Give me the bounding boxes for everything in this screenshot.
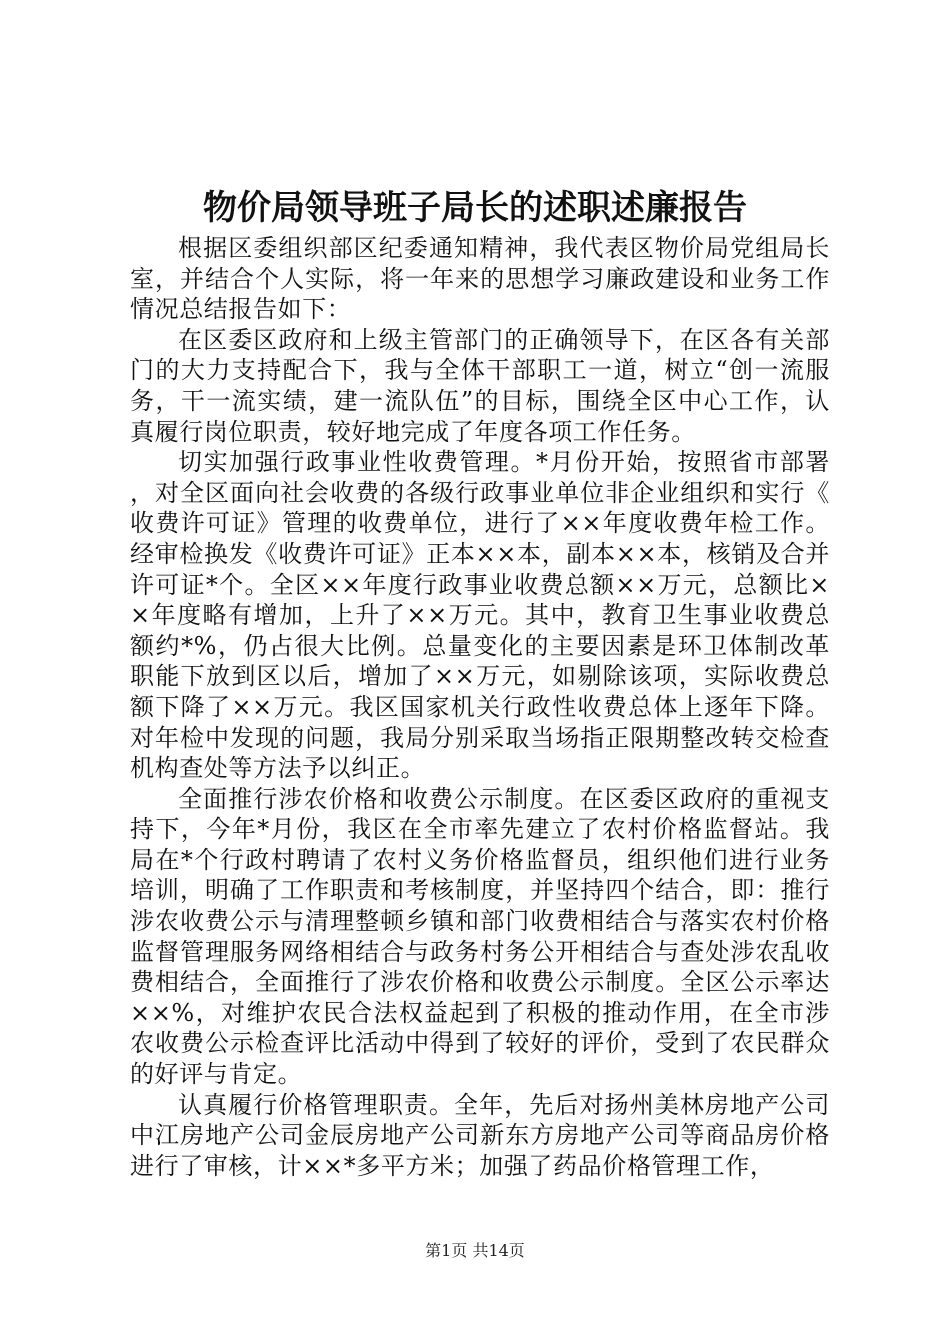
- paragraph-intro: 根据区委组织部区纪委通知精神，我代表区物价局党组局长室，并结合个人实际，将一年来的思想学习廉政建设和业务工作情况总结报告如下：: [130, 234, 830, 324]
- page-number: 第1页 共14页: [425, 1241, 525, 1260]
- document-body: [130, 233, 830, 1181]
- document-title: 物价局领导班子局长的述职述廉报告: [203, 188, 747, 228]
- page-footer: [0, 1240, 950, 1262]
- paragraph-overview: 在区委区政府和上级主管部门的正确领导下，在区各有关部门的大力支持配合下，我与全体干部职工一道，树立“创一流服务，干一流实绩，建一流队伍”的目标，围绕全区中心工作，认真履行岗位职责，较好地完成了年度各项工作任务。: [130, 325, 830, 446]
- paragraph-fee-management: 切实加强行政事业性收费管理。*月份开始，按照省市部署，对全区面向社会收费的各级行政事业单位非企业组织和实行《收费许可证》管理的收费单位，进行了××年度收费年检工作。经审检换发《收费许可证》正本××本，副本××本，核销及合并许可证*个。全区××年度行政事业收费总额××万元，总额比××年度略有增加，上升了××万元。其中，教育卫生事业收费总额约*%，仍占很大比例。总量变化的主要因素是环卫体制改革职能下放到区以后，增加了××万元，如剔除该项，实际收费总额下降了××万元。我区国家机关行政性收费总体上逐年下降。对年检中发现的问题，我局分别采取当场指正限期整改转交检查机构查处等方法予以纠正。: [130, 448, 830, 783]
- paragraph-rural-price-disclosure: 全面推行涉农价格和收费公示制度。在区委区政府的重视支持下，今年*月份，我区在全市率先建立了农村价格监督站。我局在*个行政村聘请了农村义务价格监督员，组织他们进行业务培训，明确了工作职责和考核制度，并坚持四个结合，即：推行涉农收费公示与清理整顿乡镇和部门收费相结合与落实农村价格监督管理服务网络相结合与政务村务公开相结合与查处涉农乱收费相结合，全面推行了涉农价格和收费公示制度。全区公示率达××%，对维护农民合法权益起到了积极的推动作用，在全市涉农收费公示检查评比活动中得到了较好的评价，受到了农民群众的好评与肯定。: [130, 784, 830, 1089]
- paragraph-price-management: 认真履行价格管理职责。全年，先后对扬州美林房地产公司中江房地产公司金辰房地产公司新东方房地产公司等商品房价格进行了审核，计××*多平方米；加强了药品价格管理工作，: [130, 1090, 830, 1180]
